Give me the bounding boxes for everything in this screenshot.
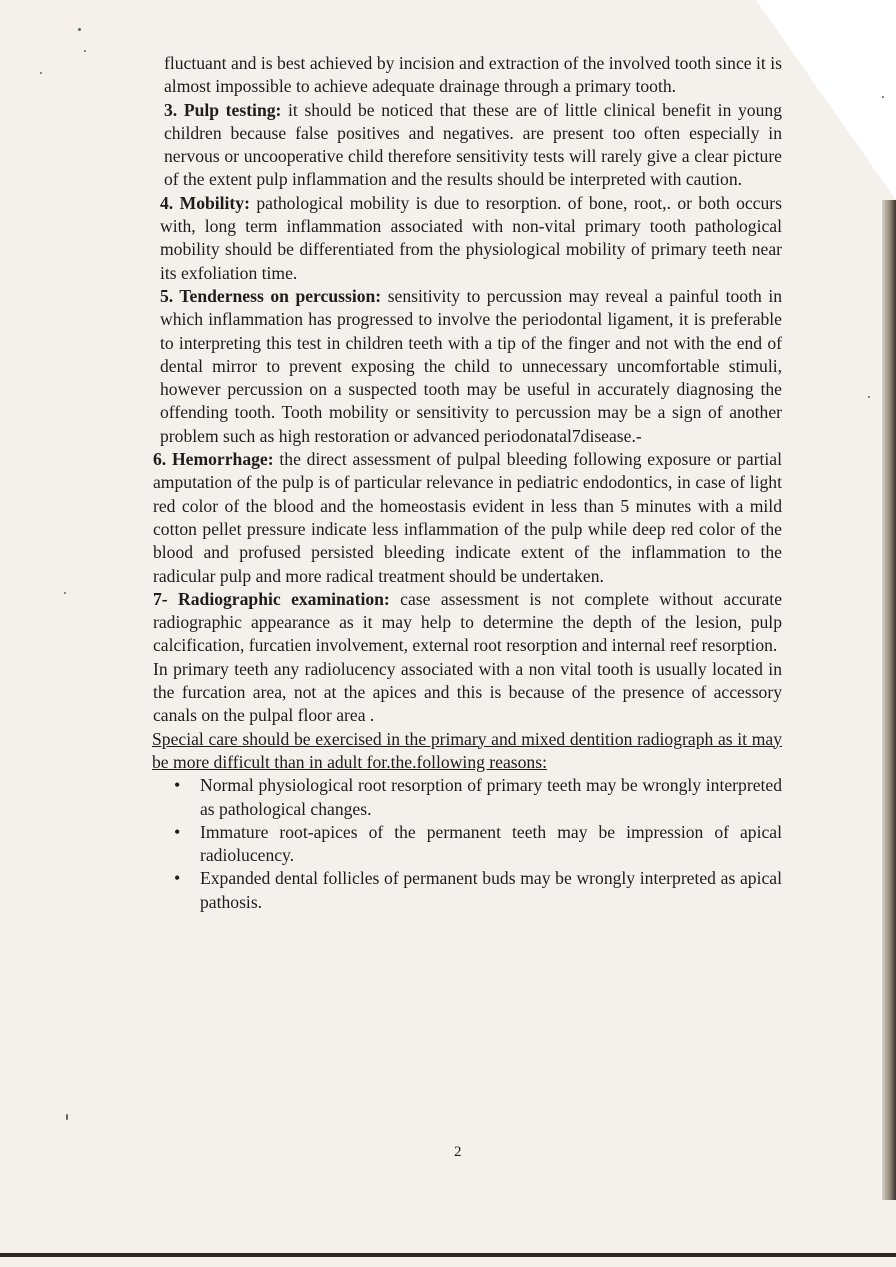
scan-speck: [84, 50, 86, 52]
list-item: • Expanded dental follicles of permanent buds may be wrongly interpreted as apical pathosis.: [200, 867, 782, 914]
paragraph-text: the direct assessment of pulpal bleeding following exposure or partial amputation of the pulp is of particular relevance in pediatric endodontics, in case of light red color of the blood and the homeostasis evident in less than 5 minutes with a mild cotton pellet pressure indicate less inflammation of the pulp while deep red color of the blood and profused persisted bleeding indicate extent of the inflammation to the radicular pulp and more radical treatment should be undertaken.: [153, 449, 782, 586]
page-number: 2: [454, 1144, 462, 1160]
paragraph-text: In primary teeth any radiolucency associated with a non vital tooth is usually located in the furcation area, not at the apices and this is because of the presence of accessory canals on the pulpal floor area .: [153, 658, 782, 726]
paragraph-radiographic: [146, 588, 782, 658]
paragraph-hemorrhage: [146, 448, 782, 588]
page-bottom-edge: [0, 1253, 896, 1257]
paragraph-text: sensitivity to percussion may reveal a painful tooth in which inflammation has progressed to involve the periodontal ligament, it is preferable to interpreting this test in children teeth with a tip of the finger and not with the end of dental mirror to prevent exposing the child to unnecessary uncomfortable stimuli, however percussion on a suspected tooth may be useful in accurately diagnosing the offending tooth. Tooth mobility or sensitivity to percussion may be a sign of another problem such as high restoration or advanced periodonatal7disease.-: [160, 285, 782, 446]
paragraph-text: pathological mobility is due to resorption. of bone, root,. or both occurs with, long term inflammation associated with non-vital primary tooth pathological mobility should be differentiated from the physiological mobility of primary teeth near its exfoliation time.: [160, 192, 782, 283]
section-heading: 4. Mobility:: [160, 192, 250, 213]
scan-speck: [868, 396, 870, 398]
paragraph-drainage: [146, 52, 782, 99]
paragraph-text: fluctuant and is best achieved by incision and extraction of the involved tooth since it is almost impossible to achieve adequate drainage through a primary tooth.: [164, 53, 782, 97]
section-heading: 6. Hemorrhage:: [153, 449, 274, 470]
scan-speck: [40, 72, 42, 74]
section-heading: 7- Radiographic examination:: [153, 588, 390, 609]
section-heading: 3. Pulp testing:: [164, 99, 282, 120]
list-item: • Immature root-apices of the permanent teeth may be impression of apical radiolucency.: [200, 821, 782, 868]
special-care-note: Special care should be exercised in the primary and mixed dentition radiograph as it may be more difficult than in adult for.the.following reasons:: [152, 728, 782, 772]
scan-speck: [64, 592, 66, 594]
scan-speck: [66, 1114, 68, 1120]
list-item: • Normal physiological root resorption of primary teeth may be wrongly interpreted as pathological changes.: [200, 774, 782, 821]
scan-speck: [78, 28, 81, 31]
paragraph-text: it should be noticed that these are of little clinical benefit in young children because false positives and negatives. are present too often especially in nervous or uncooperative child therefore sensitivity tests will rarely give a clear picture of the extent pulp inflammation and the results should be interpreted with caution.: [164, 99, 782, 190]
page-edge-shadow: [882, 200, 896, 1200]
reasons-list: [146, 774, 782, 914]
paragraph-pulp-testing: [146, 99, 782, 192]
document-body: [146, 52, 782, 914]
paragraph-tenderness: [146, 285, 782, 448]
paragraph-radiolucency: [146, 658, 782, 728]
paragraph-text: case assessment is not complete without accurate radiographic appearance as it may help to determine the depth of the lesion, pulp calcification, furcatien involvement, external root resorption and internal reef resorption.: [153, 588, 783, 656]
paragraph-mobility: [146, 192, 782, 285]
scan-speck: [882, 96, 884, 98]
section-heading: 5. Tenderness on percussion:: [160, 285, 382, 306]
